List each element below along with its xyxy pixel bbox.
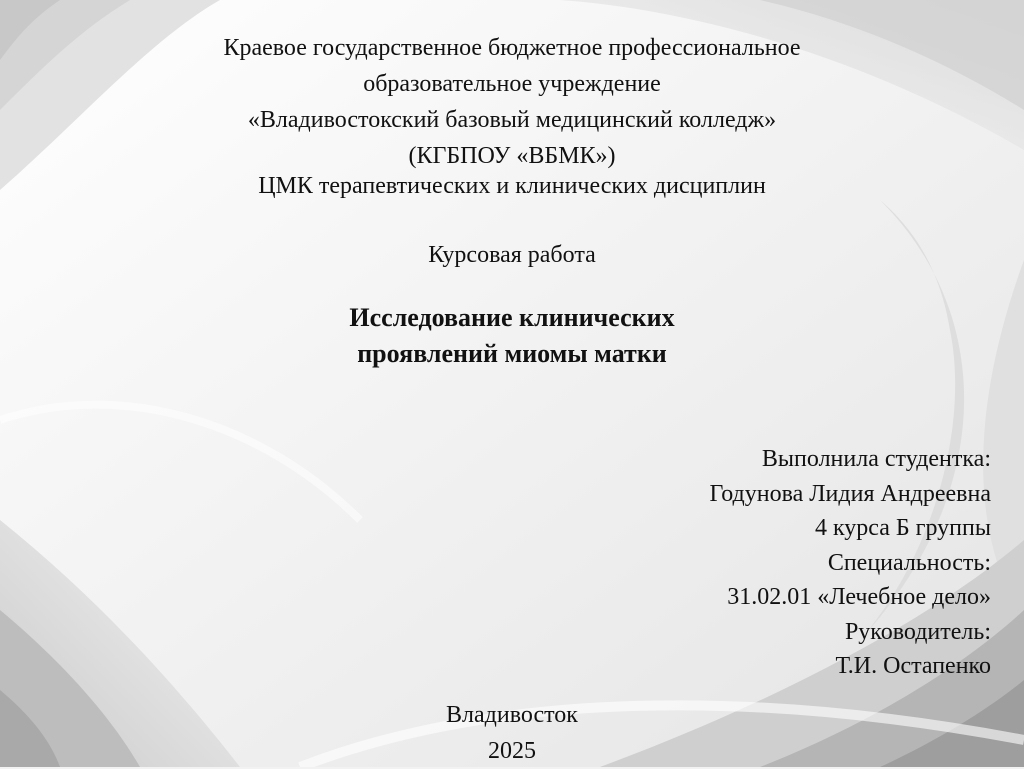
- work-type: Курсовая работа: [428, 242, 596, 268]
- student-group: 4 курса Б группы: [814, 515, 991, 541]
- performed-by-label: Выполнила студентка:: [761, 446, 991, 472]
- title-line-2: проявлений миомы матки: [357, 339, 667, 368]
- supervisor-label: Руководитель:: [844, 618, 991, 645]
- footer: [0, 697, 1024, 769]
- supervisor-name: Т.И. Остапенко: [835, 653, 991, 679]
- specialty-value: 31.02.01 «Лечебное дело»: [727, 584, 991, 610]
- author-block: [491, 442, 991, 684]
- department: ЦМК терапевтических и клинических дисциплин: [258, 173, 766, 199]
- header-line-1: Краевое государственное бюджетное профессиональное: [223, 35, 801, 61]
- year: 2025: [488, 738, 536, 764]
- header-line-3: «Владивостокский базовый медицинский колледж»: [247, 107, 777, 133]
- student-name: Годунова Лидия Андреевна: [709, 480, 991, 507]
- specialty-label: Специальность:: [827, 549, 991, 576]
- header-line-2: образовательное учреждение: [363, 71, 661, 97]
- header-line-4: (КГБПОУ «ВБМК»): [408, 143, 616, 169]
- city: Владивосток: [446, 702, 578, 728]
- document-title: [0, 300, 1024, 372]
- institution-header: [0, 30, 1024, 174]
- title-line-1: Исследование клинических: [349, 303, 675, 332]
